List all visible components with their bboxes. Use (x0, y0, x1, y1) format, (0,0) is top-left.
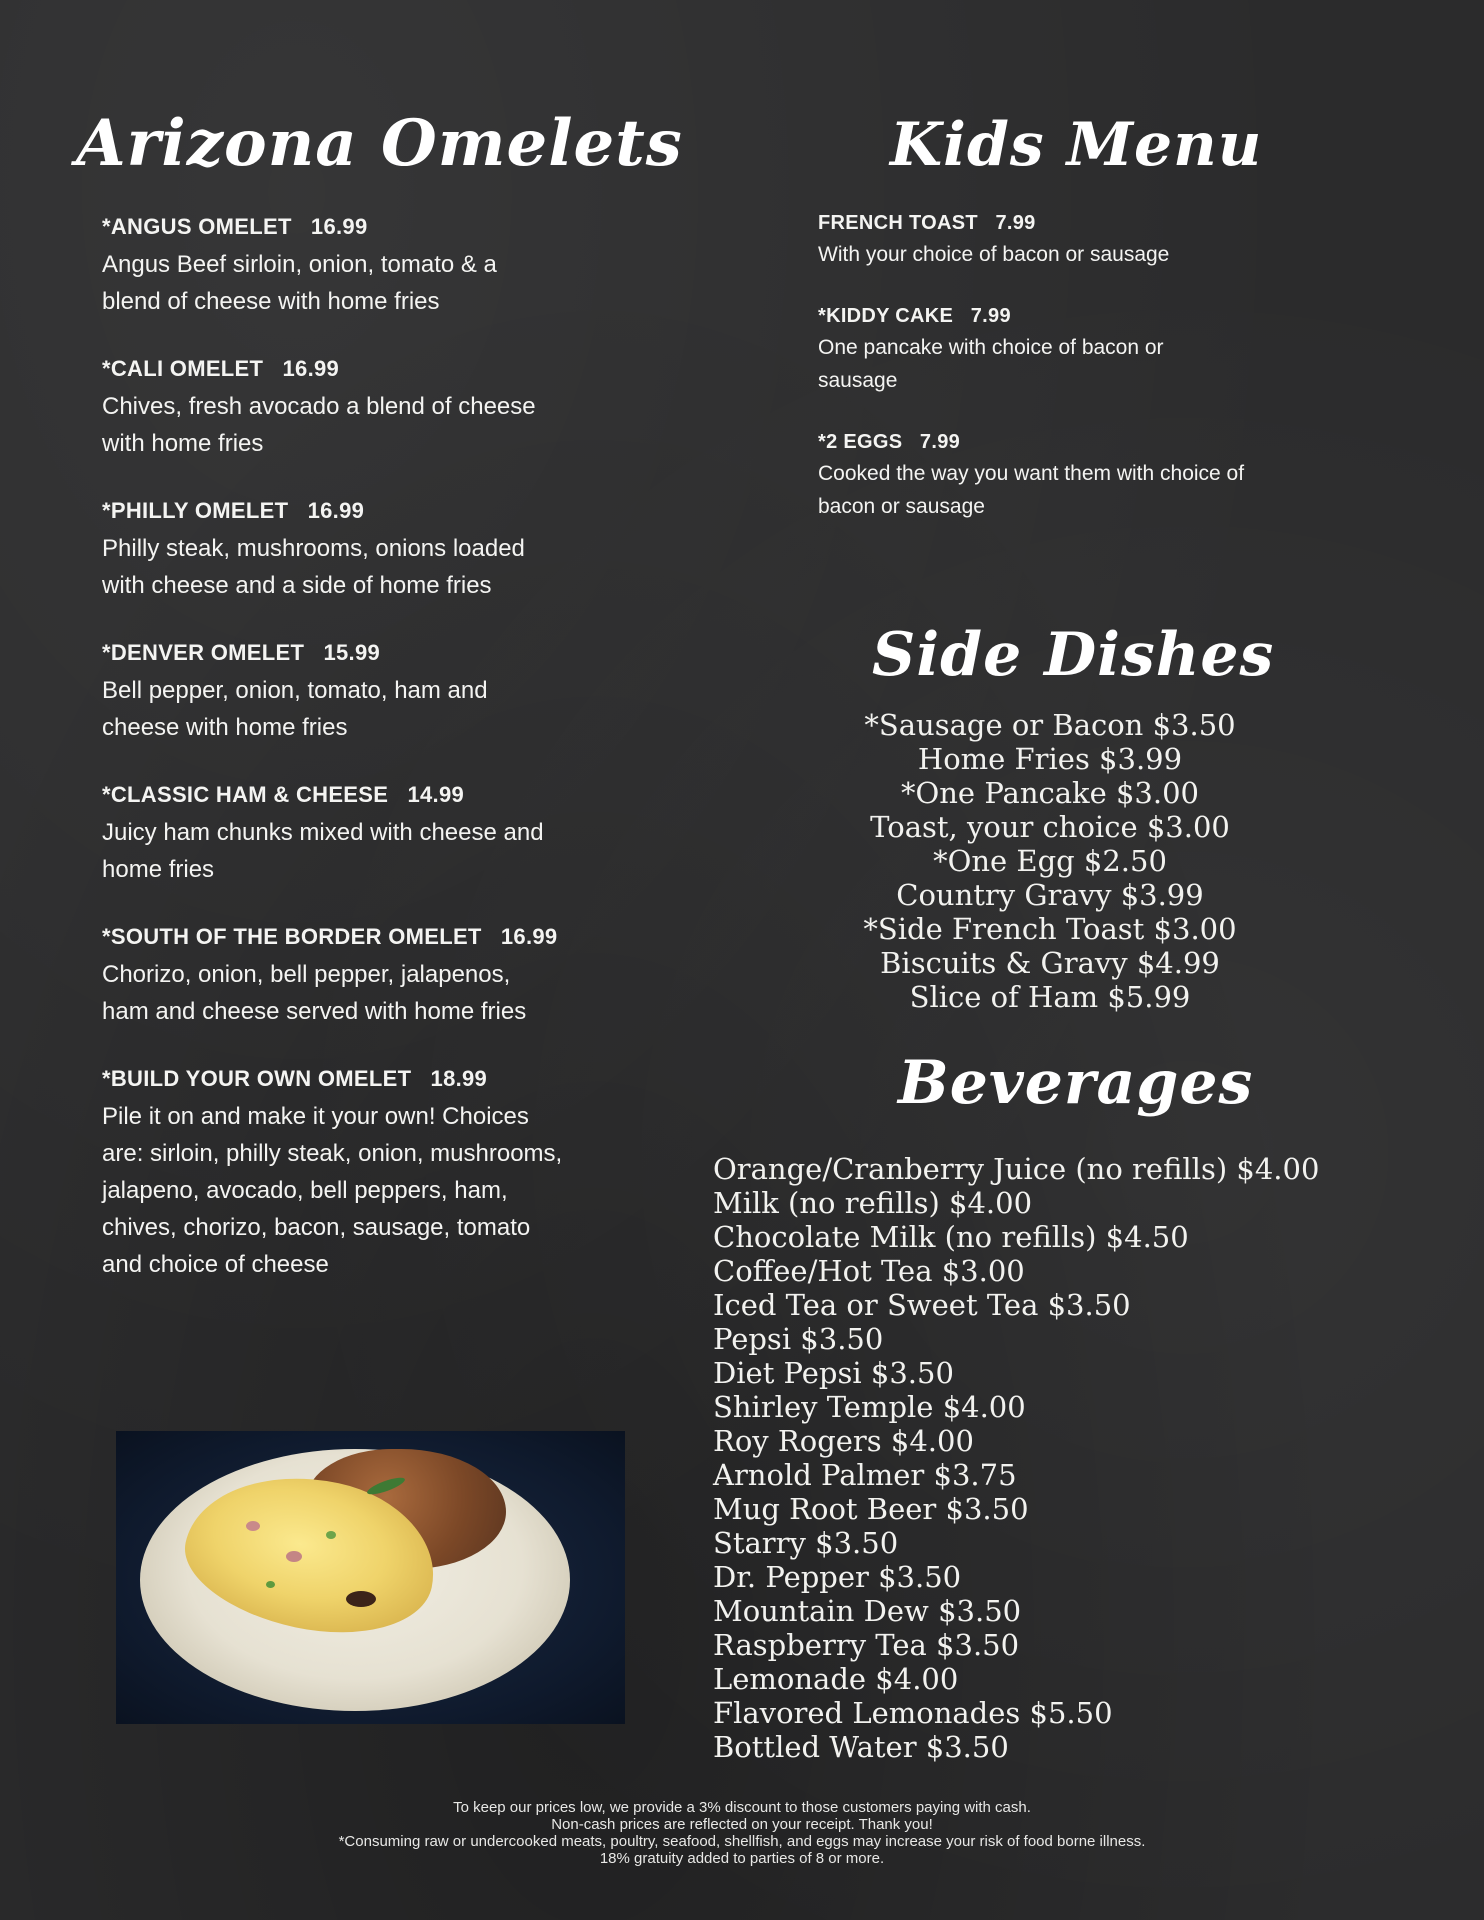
beverage-item: Milk (no refills) $4.00 (713, 1186, 1033, 1220)
beverage-item: Bottled Water $3.50 (713, 1730, 1009, 1764)
menu-item-description-line: Philly steak, mushrooms, onions loaded (102, 535, 525, 562)
menu-item-name: *DENVER OMELET 15.99 (102, 640, 381, 665)
menu-item-description (102, 388, 622, 462)
footer-line: 18% gratuity added to parties of 8 or more. (599, 1850, 885, 1867)
menu-item (818, 208, 1338, 271)
beverage-item: Mountain Dew $3.50 (713, 1594, 1022, 1628)
menu-item (102, 922, 622, 1030)
steak-piece (346, 1591, 376, 1607)
menu-item-description-line: home fries (102, 856, 215, 883)
menu-item-description (102, 530, 622, 604)
menu-item-description (818, 238, 1338, 271)
side-dish-item: Toast, your choice $3.00 (870, 810, 1230, 844)
menu-item-description-line: sausage (818, 369, 898, 392)
side-dish-item: Country Gravy $3.99 (896, 878, 1204, 912)
side-dish-item: *Side French Toast $3.00 (863, 912, 1237, 946)
beverages-list (713, 1152, 1453, 1764)
beverage-item: Diet Pepsi $3.50 (713, 1356, 954, 1390)
menu-item-description-line: with home fries (102, 430, 264, 457)
menu-item-name: *2 EGGS 7.99 (818, 431, 961, 453)
menu-item-name: *CLASSIC HAM & CHEESE 14.99 (102, 782, 465, 807)
menu-item-description-line: with cheese and a side of home fries (102, 572, 492, 599)
ham-speck (246, 1521, 260, 1531)
menu-item-name: *BUILD YOUR OWN OMELET 18.99 (102, 1066, 488, 1091)
beverage-item: Dr. Pepper $3.50 (713, 1560, 962, 1594)
menu-item-name: *SOUTH OF THE BORDER OMELET 16.99 (102, 924, 558, 949)
menu-item-description-line: One pancake with choice of bacon or (818, 336, 1164, 359)
side-dishes-section-title: Side Dishes (872, 620, 1275, 690)
menu-item (818, 301, 1338, 397)
footer-line: To keep our prices low, we provide a 3% discount to those customers paying with cash. (453, 1799, 1031, 1816)
menu-item (102, 354, 622, 462)
menu-item-description (102, 814, 622, 888)
side-dish-item: Slice of Ham $5.99 (909, 980, 1191, 1014)
beverage-item: Chocolate Milk (no refills) $4.50 (713, 1220, 1189, 1254)
menu-item-name: FRENCH TOAST 7.99 (818, 212, 1036, 234)
menu-item-description-line: Bell pepper, onion, tomato, ham and (102, 677, 488, 704)
beverage-item: Orange/Cranberry Juice (no refills) $4.00 (713, 1152, 1320, 1186)
side-dishes-list (760, 708, 1340, 1014)
ham-speck (286, 1551, 302, 1562)
menu-item-description-line: cheese with home fries (102, 714, 348, 741)
beverage-item: Coffee/Hot Tea $3.00 (713, 1254, 1025, 1288)
beverage-item: Starry $3.50 (713, 1526, 899, 1560)
beverage-item: Mug Root Beer $3.50 (713, 1492, 1029, 1526)
menu-item (818, 427, 1338, 523)
beverage-item: Roy Rogers $4.00 (713, 1424, 974, 1458)
beverage-item: Arnold Palmer $3.75 (713, 1458, 1017, 1492)
menu-item-description (102, 246, 622, 320)
side-dish-item: *Sausage or Bacon $3.50 (864, 708, 1236, 742)
beverage-item: Iced Tea or Sweet Tea $3.50 (713, 1288, 1131, 1322)
menu-item-description-line: are: sirloin, philly steak, onion, mushrooms, (102, 1140, 563, 1167)
menu-item-description (818, 331, 1338, 397)
menu-item-name: *CALI OMELET 16.99 (102, 356, 340, 381)
side-dish-item: Home Fries $3.99 (917, 742, 1183, 776)
footer-notice (0, 1799, 1484, 1867)
omelet-photo (116, 1431, 625, 1724)
beverage-item: Flavored Lemonades $5.50 (713, 1696, 1113, 1730)
menu-item-description (102, 672, 622, 746)
menu-item-description-line: chives, chorizo, bacon, sausage, tomato (102, 1214, 531, 1241)
beverages-section-title: Beverages (898, 1048, 1254, 1118)
menu-item-description-line: Pile it on and make it your own! Choices (102, 1103, 529, 1130)
menu-item (102, 780, 622, 888)
omelets-section-title: Arizona Omelets (76, 106, 683, 181)
menu-item (102, 212, 622, 320)
menu-item-name: *PHILLY OMELET 16.99 (102, 498, 365, 523)
omelets-list (102, 212, 622, 1317)
beverage-item: Raspberry Tea $3.50 (713, 1628, 1020, 1662)
footer-line: Non-cash prices are reflected on your receipt. Thank you! (551, 1816, 933, 1833)
beverage-item: Pepsi $3.50 (713, 1322, 884, 1356)
menu-item (102, 1064, 622, 1283)
menu-item (102, 638, 622, 746)
side-dish-item: *One Egg $2.50 (933, 844, 1167, 878)
menu-item-description-line: ham and cheese served with home fries (102, 998, 527, 1025)
menu-item-description-line: Cooked the way you want them with choice of (818, 462, 1245, 485)
menu-item-description (102, 956, 622, 1030)
menu-item-description-line: With your choice of bacon or sausage (818, 243, 1170, 266)
menu-item-description-line: bacon or sausage (818, 495, 985, 518)
side-dish-item: Biscuits & Gravy $4.99 (880, 946, 1220, 980)
beverage-item: Lemonade $4.00 (713, 1662, 959, 1696)
menu-item (102, 496, 622, 604)
kids-menu-list (818, 208, 1338, 553)
menu-item-description-line: jalapeno, avocado, bell peppers, ham, (102, 1177, 508, 1204)
pepper-speck (266, 1581, 275, 1588)
side-dish-item: *One Pancake $3.00 (900, 776, 1199, 810)
menu-item-description-line: Angus Beef sirloin, onion, tomato & a (102, 251, 497, 278)
pepper-speck (326, 1531, 336, 1539)
menu-item-description-line: Chorizo, onion, bell pepper, jalapenos, (102, 961, 511, 988)
beverage-item: Shirley Temple $4.00 (713, 1390, 1026, 1424)
kids-menu-section-title: Kids Menu (890, 110, 1263, 180)
menu-item-description-line: blend of cheese with home fries (102, 288, 440, 315)
menu-item-description-line: Chives, fresh avocado a blend of cheese (102, 393, 536, 420)
menu-item-description (818, 457, 1338, 523)
menu-item-description-line: Juicy ham chunks mixed with cheese and (102, 819, 544, 846)
menu-item-name: *KIDDY CAKE 7.99 (818, 305, 1011, 327)
menu-item-description (102, 1098, 622, 1283)
menu-item-name: *ANGUS OMELET 16.99 (102, 214, 368, 239)
footer-line: *Consuming raw or undercooked meats, poultry, seafood, shellfish, and eggs may increase your risk of food borne illness. (338, 1833, 1146, 1850)
menu-item-description-line: and choice of cheese (102, 1251, 329, 1278)
